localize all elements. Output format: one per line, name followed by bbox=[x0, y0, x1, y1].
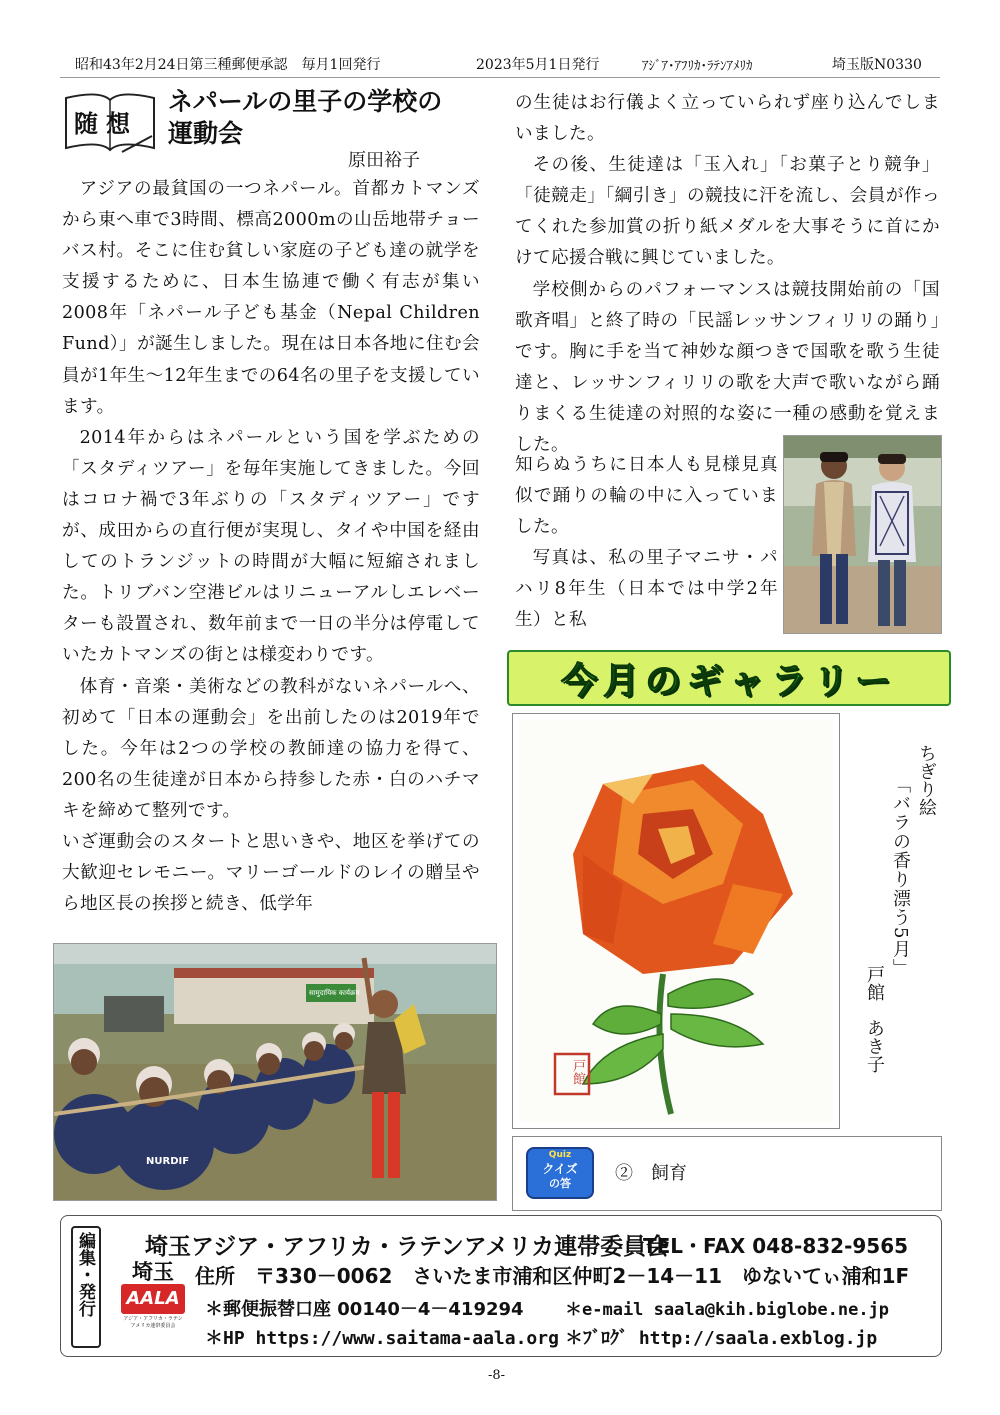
page-number: -8- bbox=[488, 1368, 506, 1383]
essay-badge-label: 随想 bbox=[74, 109, 138, 138]
artist-seal: 戸館 bbox=[570, 1059, 585, 1085]
article-title-line1: ネパールの里子の学校の bbox=[168, 87, 443, 116]
header-rule bbox=[60, 77, 940, 78]
article-paragraph: アジアの最貧国の一つネパール。首都カトマンズから東へ車で3時間、標高2000mの山岳地帯チョーバス村。そこに住む貧しい家庭の子ども達の就学を支援するために、日本生協連で働く有志が集い2008年「ネパール子ども基金（Nepal Children Fund）」が誕生しました。現在は日本各地に住む会員が1年生～12年生までの64名の里子を支援しています。 bbox=[62, 179, 480, 417]
tug-of-war-photo bbox=[53, 943, 497, 1201]
aala-logo-top: 埼玉 bbox=[132, 1260, 174, 1284]
article-paragraph: の生徒はお行儀よく立っていられず座り込んでしまいました。 bbox=[515, 93, 940, 145]
article-paragraph: その後、生徒達は「玉入れ」「お菓子とり競争」「徒競走」「綱引き」の競技に汗を流し、会員が作ってくれた参加賞の折り紙メダルを大事そうに首にかけて応援合戦に興じていました。 bbox=[515, 155, 940, 269]
quiz-badge-mid: クイズ bbox=[542, 1162, 578, 1176]
rose-artwork bbox=[512, 713, 840, 1129]
photo-shirt-text: NURDIF bbox=[146, 1156, 190, 1167]
footer-tel: TEL・FAX 048-832-9565 bbox=[643, 1234, 909, 1258]
footer-blog-link[interactable]: ＊ﾌﾞﾛｸﾞ http://saala.exblog.jp bbox=[565, 1328, 878, 1349]
gallery-title: 今月のギャラリー bbox=[560, 660, 897, 702]
photo-banner-text: सामुदायिक कार्यक्रम bbox=[309, 989, 360, 997]
article-right-narrow bbox=[515, 450, 778, 637]
gallery-caption-line1: ちぎり絵 bbox=[916, 744, 937, 816]
header-approval: 昭和43年2月24日第三種郵便承認 毎月1回発行 bbox=[75, 57, 381, 73]
footer-org-name: 埼玉アジア・アフリカ・ラテンアメリカ連帯委員会 bbox=[145, 1234, 670, 1260]
article-author: 原田裕子 bbox=[348, 150, 420, 171]
article-right-column bbox=[515, 88, 940, 461]
article-paragraph: 知らぬうちに日本人も見様見真似で踊りの輪の中に入っていました。 bbox=[515, 455, 778, 538]
footer-email[interactable]: ＊e-mail saala@kih.biglobe.ne.jp bbox=[565, 1300, 890, 1320]
quiz-badge-bot: の答 bbox=[549, 1177, 571, 1190]
article-paragraph: いざ運動会のスタートと思いきや、地区を挙げての大歓迎セレモニー。マリーゴールドのレイの贈呈やら地区長の挨拶と続き、低学年 bbox=[62, 831, 480, 915]
header-org: ｱｼﾞｱ･ｱﾌﾘｶ･ﾗﾃﾝｱﾒﾘｶ bbox=[642, 59, 753, 74]
article-paragraph: 2014年からはネパールという国を学ぶための「スタディツアー」を毎年実施してきました。今回はコロナ禍で3年ぶりの「スタディツアー」ですが、成田からの直行便が実現し、タイや中国を経由してのトランジットの時間が大幅に短縮されました。トリブバン空港ビルはリニューアルしエレベーターも設置され、数年前まで一日の半分は停電していたカトマンズの街とは様変わりです。 bbox=[62, 427, 480, 666]
article-left-column bbox=[62, 174, 480, 920]
quiz-badge-top: Quiz bbox=[548, 1150, 572, 1160]
footer-address: 住所 〒330－0062 さいたま市浦和区仲町2－14－11 ゆないてぃ浦和1F bbox=[195, 1264, 910, 1288]
gallery-caption-line2: 「バラの香り漂う5月」 bbox=[890, 775, 911, 978]
gallery-caption-line3: 戸館 あき子 bbox=[864, 965, 885, 1073]
article-paragraph: 体育・音楽・美術などの教科がないネパールへ、初めて「日本の運動会」を出前したのは2019年でした。今年は2つの学校の教師達の協力を得て、200名の生徒達が日本から持参した赤・白のハチマキを締めて整列です。 bbox=[62, 676, 480, 821]
quiz-answer: ② 飼育 bbox=[615, 1163, 687, 1184]
footer-side-label: 編集・発行 bbox=[75, 1232, 95, 1317]
footer-postal: ＊郵便振替口座 00140－4－419294 bbox=[205, 1299, 524, 1320]
header-edition: 埼玉版N0330 bbox=[832, 57, 922, 73]
footer-box bbox=[60, 1215, 942, 1357]
aala-logo-bot: アジア・アフリカ・ラテンアメリカ連帯委員会 bbox=[123, 1316, 183, 1329]
quiz-answer-box bbox=[512, 1136, 942, 1211]
aala-logo bbox=[121, 1260, 185, 1348]
article-paragraph: 学校側からのパフォーマンスは競技開始前の「国歌斉唱」と終了時の「民謡レッサンフィリリの踊り」です。胸に手を当て神妙な顔つきで国歌を歌う生徒達と、レッサンフィリリの歌を大声で歌いながら踊りまくる生徒達の対照的な姿に一種の感動を覚えました。 bbox=[515, 279, 940, 456]
footer-hp-link[interactable]: ＊HP https://www.saitama-aala.org bbox=[205, 1328, 559, 1349]
quiz-badge-icon bbox=[526, 1147, 594, 1199]
aala-logo-mid: AALA bbox=[121, 1284, 185, 1314]
portrait-photo bbox=[783, 435, 942, 634]
gallery-title-banner bbox=[507, 650, 951, 706]
article-title-line2: 運動会 bbox=[168, 119, 244, 148]
header-date: 2023年5月1日発行 bbox=[476, 57, 600, 73]
article-paragraph: 写真は、私の里子マニサ・パハリ8年生（日本では中学2年生）と私 bbox=[515, 548, 778, 631]
